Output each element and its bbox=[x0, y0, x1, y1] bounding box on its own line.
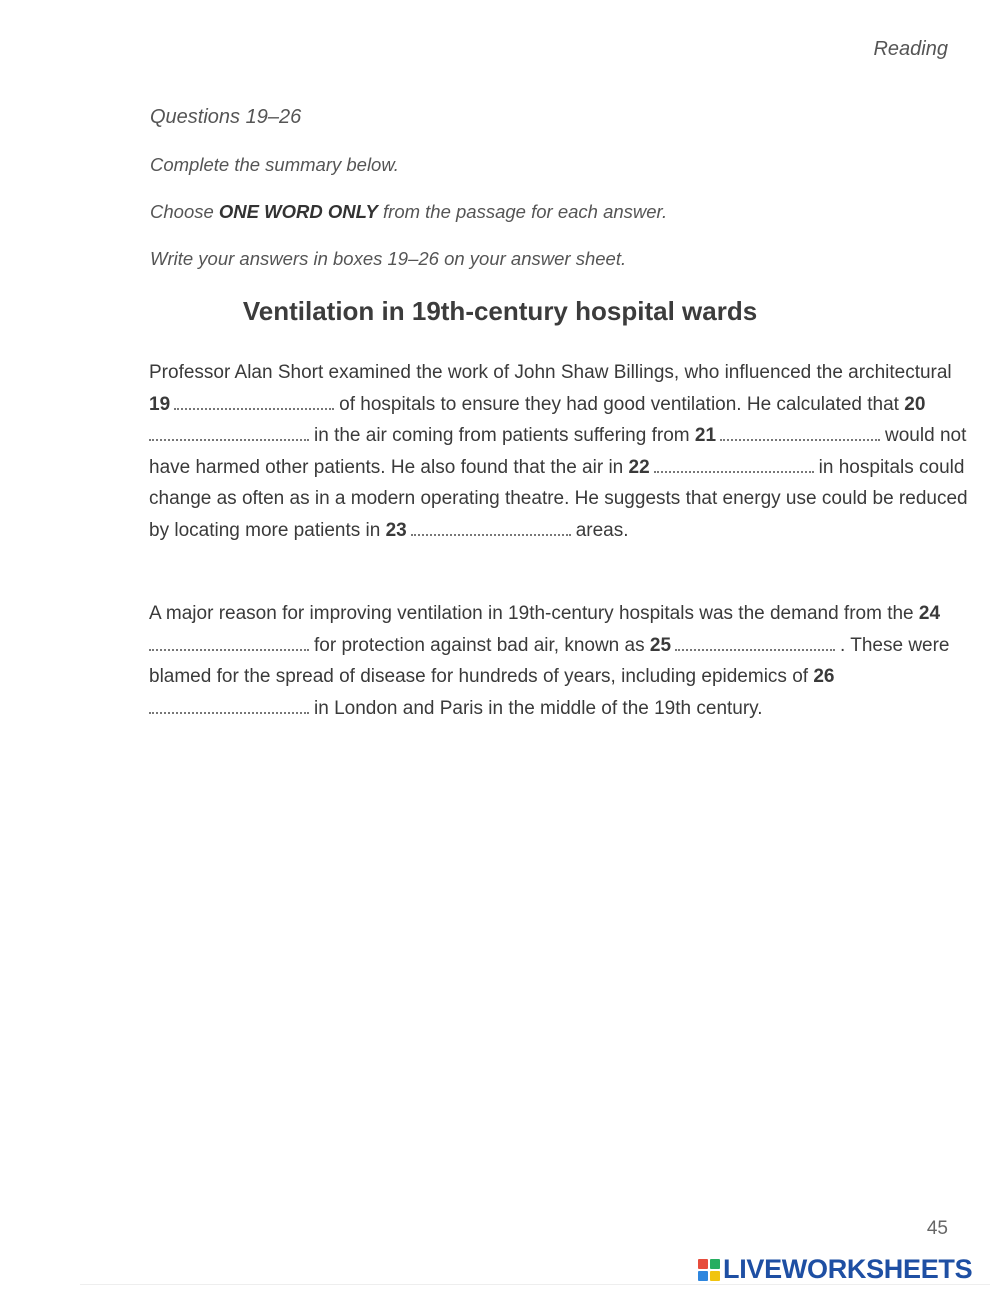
question-number-19: 19 bbox=[149, 393, 171, 415]
answer-blank-20[interactable] bbox=[149, 429, 309, 441]
p1-text-0: Professor Alan Short examined the work of John Shaw Billings, who influenced the architectural bbox=[149, 362, 952, 383]
instructions-block bbox=[150, 104, 667, 293]
section-label: Reading bbox=[873, 38, 948, 60]
p2-text-0: A major reason for improving ventilation in 19th-century hospitals was the demand from the bbox=[149, 603, 914, 624]
answer-blank-26[interactable] bbox=[149, 702, 309, 714]
answer-blank-23[interactable] bbox=[411, 524, 571, 536]
p1-text-3: would not have harmed other patients. He also found that the air in bbox=[149, 425, 967, 478]
p1-text-2: in the air coming from patients suffering from bbox=[314, 425, 690, 446]
instruction-write: Write your answers in boxes 19–26 on your answer sheet. bbox=[150, 248, 627, 269]
summary-paragraph-1 bbox=[149, 357, 969, 546]
p2-text-1: for protection against bad air, known as bbox=[314, 634, 645, 656]
answer-blank-24[interactable] bbox=[149, 639, 309, 651]
liveworksheets-watermark bbox=[698, 1256, 972, 1283]
logo-tile-2 bbox=[710, 1259, 720, 1269]
p2-text-2: . These were blamed for the spread of disease for hundreds of years, including epidemics of bbox=[149, 634, 950, 687]
summary-title: Ventilation in 19th-century hospital wards bbox=[242, 296, 758, 326]
question-number-23: 23 bbox=[385, 519, 407, 541]
question-number-24: 24 bbox=[918, 603, 941, 624]
p2-text-3: in London and Paris in the middle of the 19th century. bbox=[314, 697, 763, 719]
instruction-choose-suffix: from the passage for each answer. bbox=[377, 201, 668, 222]
question-number-20: 20 bbox=[904, 393, 926, 415]
instruction-complete: Complete the summary below. bbox=[150, 154, 399, 175]
p1-text-1: of hospitals to ensure they had good ventilation. He calculated that bbox=[339, 393, 899, 415]
page-number: 45 bbox=[926, 1218, 948, 1239]
watermark-text: LIVEWORKSHEETS bbox=[723, 1254, 973, 1284]
liveworksheets-logo-icon bbox=[698, 1259, 720, 1281]
question-number-22: 22 bbox=[628, 456, 650, 478]
summary-paragraph-2 bbox=[149, 598, 969, 724]
instruction-choose bbox=[150, 199, 667, 246]
question-number-26: 26 bbox=[813, 666, 835, 687]
answer-blank-21[interactable] bbox=[720, 429, 880, 441]
answer-blank-19[interactable] bbox=[174, 398, 334, 410]
logo-tile-1 bbox=[698, 1259, 708, 1269]
instruction-choose-prefix: Choose bbox=[150, 201, 219, 222]
logo-tile-4 bbox=[710, 1271, 720, 1281]
p1-text-5: areas. bbox=[575, 519, 629, 541]
instruction-word-limit: ONE WORD ONLY bbox=[218, 201, 378, 222]
bottom-divider bbox=[80, 1284, 990, 1285]
questions-range: Questions 19–26 bbox=[150, 106, 302, 128]
logo-tile-3 bbox=[698, 1271, 708, 1281]
p1-text-4: in hospitals could change as often as in a modern operating theatre. He suggests that energy use could be reduced by locating more patients in bbox=[149, 456, 968, 541]
question-number-21: 21 bbox=[694, 425, 717, 446]
answer-blank-22[interactable] bbox=[654, 461, 814, 473]
question-number-25: 25 bbox=[649, 634, 672, 656]
answer-blank-25[interactable] bbox=[675, 639, 835, 651]
